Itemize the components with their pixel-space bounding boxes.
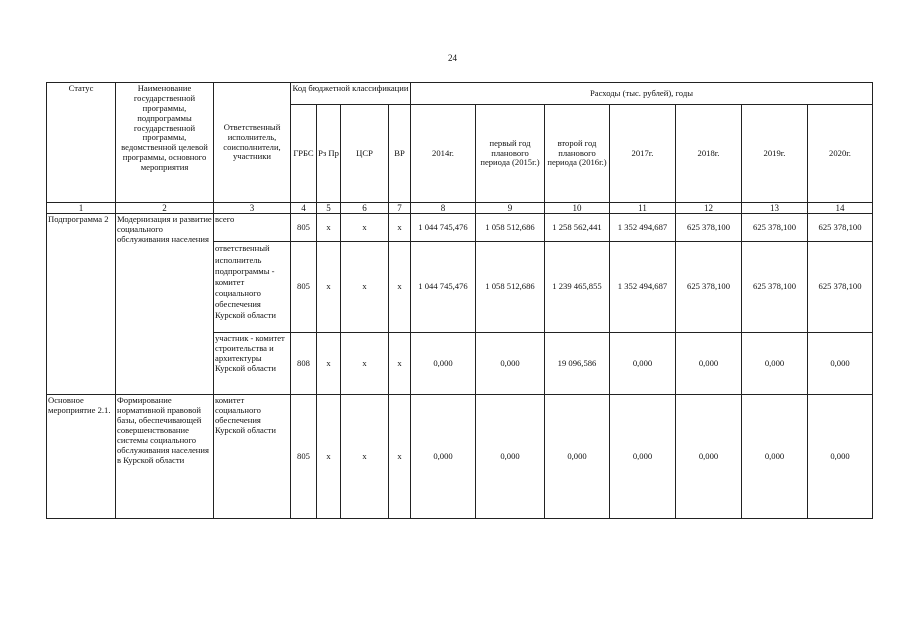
header-2016: второй год планового периода (2016г.) xyxy=(545,105,610,203)
value-cell: 0,000 xyxy=(411,333,476,395)
status-cell: Подпрограмма 2 xyxy=(47,214,116,395)
value-cell: 1 239 465,855 xyxy=(545,242,610,333)
value-cell: 1 044 745,476 xyxy=(411,214,476,242)
column-number: 5 xyxy=(317,203,341,214)
header-row xyxy=(47,83,873,105)
executor-cell: комитет социального обеспечения Курской области xyxy=(214,395,291,519)
header-grbs: ГРБС xyxy=(291,105,317,203)
vr-cell: х xyxy=(389,214,411,242)
value-cell: 0,000 xyxy=(476,395,545,519)
value-cell: 0,000 xyxy=(476,333,545,395)
value-cell: 625 378,100 xyxy=(742,242,808,333)
column-number: 8 xyxy=(411,203,476,214)
value-cell: 0,000 xyxy=(742,395,808,519)
rzpr-cell: х xyxy=(317,242,341,333)
column-number: 11 xyxy=(610,203,676,214)
header-2014: 2014г. xyxy=(411,105,476,203)
header-2018: 2018г. xyxy=(676,105,742,203)
rzpr-cell: х xyxy=(317,214,341,242)
rzpr-cell: х xyxy=(317,395,341,519)
value-cell: 1 352 494,687 xyxy=(610,214,676,242)
header-2020: 2020г. xyxy=(808,105,873,203)
value-cell: 625 378,100 xyxy=(676,242,742,333)
header-expenses: Расходы (тыс. рублей), годы xyxy=(411,83,873,105)
value-cell: 1 044 745,476 xyxy=(411,242,476,333)
header-2019: 2019г. xyxy=(742,105,808,203)
value-cell: 625 378,100 xyxy=(808,242,873,333)
csr-cell: х xyxy=(341,333,389,395)
value-cell: 0,000 xyxy=(545,395,610,519)
value-cell: 1 352 494,687 xyxy=(610,242,676,333)
header-rzpr: Рз Пр xyxy=(317,105,341,203)
grbs-cell: 805 xyxy=(291,242,317,333)
grbs-cell: 805 xyxy=(291,395,317,519)
value-cell: 0,000 xyxy=(411,395,476,519)
column-number: 14 xyxy=(808,203,873,214)
header-2015: первый год планового периода (2015г.) xyxy=(476,105,545,203)
vr-cell: х xyxy=(389,333,411,395)
column-number: 1 xyxy=(47,203,116,214)
budget-table xyxy=(46,82,873,519)
value-cell: 0,000 xyxy=(610,395,676,519)
csr-cell: х xyxy=(341,242,389,333)
value-cell: 625 378,100 xyxy=(676,214,742,242)
rzpr-cell: х xyxy=(317,333,341,395)
table-row xyxy=(47,395,873,519)
value-cell: 1 058 512,686 xyxy=(476,242,545,333)
page-number: 24 xyxy=(448,53,457,63)
vr-cell: х xyxy=(389,395,411,519)
name-cell: Модернизация и развитие социального обслуживания населения xyxy=(116,214,214,395)
column-number: 7 xyxy=(389,203,411,214)
value-cell: 0,000 xyxy=(676,395,742,519)
value-cell: 0,000 xyxy=(808,333,873,395)
value-cell: 0,000 xyxy=(742,333,808,395)
column-number: 13 xyxy=(742,203,808,214)
column-number: 10 xyxy=(545,203,610,214)
header-name: Наименование государственной программы, подпрограммы государственной программы, ведомственной целевой программы, основного мероприятия xyxy=(116,83,214,203)
column-number-row xyxy=(47,203,873,214)
value-cell: 0,000 xyxy=(610,333,676,395)
column-number: 3 xyxy=(214,203,291,214)
value-cell: 1 058 512,686 xyxy=(476,214,545,242)
value-cell: 1 258 562,441 xyxy=(545,214,610,242)
column-number: 12 xyxy=(676,203,742,214)
executor-cell: участник - комитет строительства и архитектуры Курской области xyxy=(214,333,291,395)
header-vr: ВР xyxy=(389,105,411,203)
executor-cell: всего xyxy=(214,214,291,242)
column-number: 2 xyxy=(116,203,214,214)
executor-cell: ответственный исполнитель подпрограммы - комитет социального обеспечения Курской области xyxy=(214,242,291,333)
grbs-cell: 805 xyxy=(291,214,317,242)
value-cell: 625 378,100 xyxy=(808,214,873,242)
csr-cell: х xyxy=(341,395,389,519)
header-csr: ЦСР xyxy=(341,105,389,203)
vr-cell: х xyxy=(389,242,411,333)
table-row xyxy=(47,214,873,242)
value-cell: 625 378,100 xyxy=(742,214,808,242)
column-number: 4 xyxy=(291,203,317,214)
grbs-cell: 808 xyxy=(291,333,317,395)
value-cell: 0,000 xyxy=(676,333,742,395)
header-budget-code: Код бюджетной классификации xyxy=(291,83,411,105)
value-cell: 19 096,586 xyxy=(545,333,610,395)
header-status: Статус xyxy=(47,83,116,203)
value-cell: 0,000 xyxy=(808,395,873,519)
header-2017: 2017г. xyxy=(610,105,676,203)
column-number: 9 xyxy=(476,203,545,214)
csr-cell: х xyxy=(341,214,389,242)
status-cell: Основное мероприятие 2.1. xyxy=(47,395,116,519)
header-executor: Ответственный исполнитель, соисполнители, участники xyxy=(214,83,291,203)
name-cell: Формирование нормативной правовой базы, обеспечивающей совершенствование системы социального обслуживания населения в Курской области xyxy=(116,395,214,519)
column-number: 6 xyxy=(341,203,389,214)
